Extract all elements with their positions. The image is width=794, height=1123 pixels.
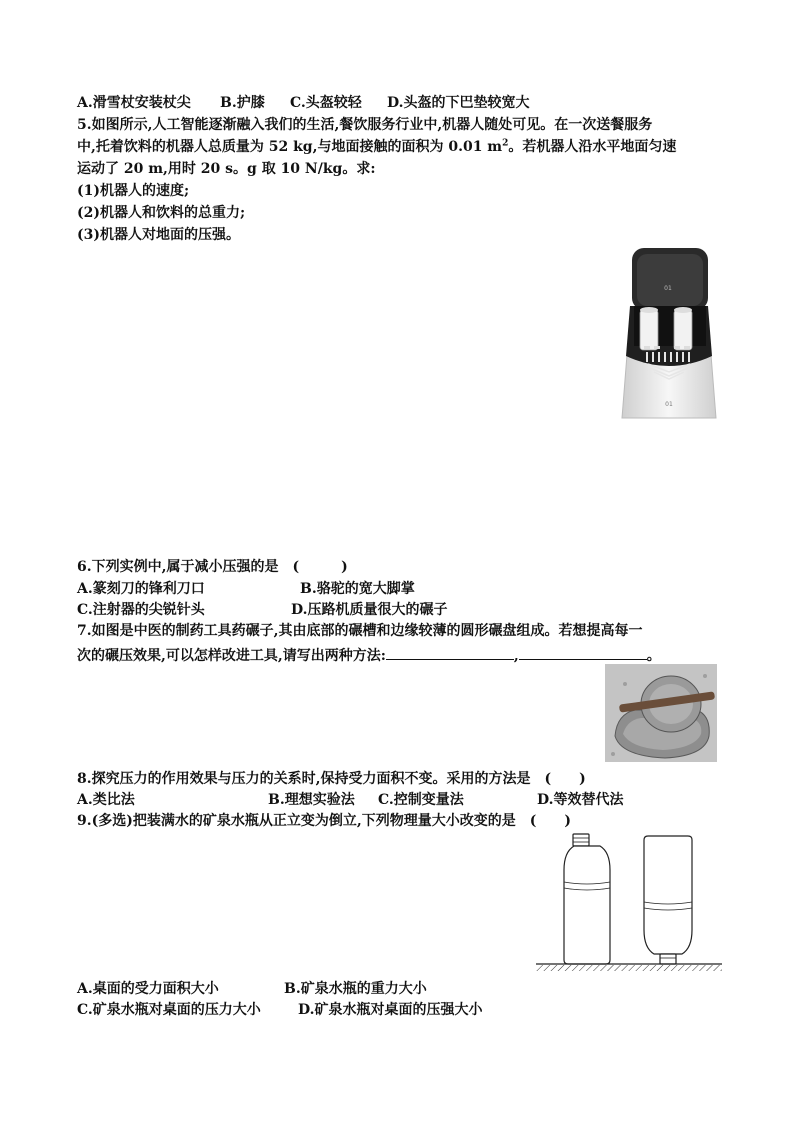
q9-option-b: B.矿泉水瓶的重力大小 <box>284 981 427 997</box>
table-hatching <box>536 965 722 971</box>
q7-end: 。 <box>646 648 661 664</box>
bottles-figure <box>536 830 722 974</box>
q5-stem-line2 <box>77 137 676 157</box>
q6-option-d: D.压路机质量很大的碾子 <box>291 602 448 618</box>
robot-head-label: 01 <box>664 285 672 292</box>
q6-option-b: B.骆驼的宽大脚掌 <box>300 581 415 597</box>
q5-subquestion-1: (1)机器人的速度; <box>77 183 190 199</box>
q7-stem-line1: 7.如图是中医的制药工具药碾子,其由底部的碾槽和边缘较薄的圆形碾盘组成。若想提高每一 <box>77 623 643 639</box>
q6-option-a: A.篆刻刀的锋利刀口 <box>77 581 205 597</box>
q9-stem: 9.(多选)把装满水的矿泉水瓶从正立变为倒立,下列物理量大小改变的是 ( ) <box>77 813 571 829</box>
q7-separator: , <box>513 648 519 664</box>
q9-option-c: C.矿泉水瓶对桌面的压力大小 <box>77 1002 261 1018</box>
q5-stem-line1: 5.如图所示,人工智能逐渐融入我们的生活,餐饮服务行业中,机器人随处可见。在一次送餐服务 <box>77 117 653 133</box>
q8-option-c: C.控制变量法 <box>378 792 464 808</box>
q9-option-d: D.矿泉水瓶对桌面的压强大小 <box>298 1002 483 1018</box>
q8-option-d: D.等效替代法 <box>537 792 624 808</box>
q5-stem-line2a: 中,托着饮料的机器人总质量为 52 kg,与地面接触的面积为 0.01 m <box>77 139 503 155</box>
answer-blank-1[interactable] <box>386 645 514 660</box>
bottle-inverted <box>644 836 692 964</box>
q9-option-a: A.桌面的受力面积大小 <box>77 981 219 997</box>
q4-option-d: D.头盔的下巴垫较宽大 <box>387 95 530 111</box>
q5-subquestion-3: (3)机器人对地面的压强。 <box>77 227 240 243</box>
q4-option-a: A.滑雪杖安装杖尖 <box>77 95 191 111</box>
answer-blank-2[interactable] <box>519 645 647 660</box>
q8-option-b: B.理想实验法 <box>268 792 355 808</box>
q5-stem-line3: 运动了 20 m,用时 20 s。g 取 10 N/kg。求: <box>77 161 376 177</box>
bottle-upright <box>564 834 610 964</box>
q6-option-c: C.注射器的尖锐针头 <box>77 602 205 618</box>
q8-stem: 8.探究压力的作用效果与压力的关系时,保持受力面积不变。采用的方法是 ( ) <box>77 771 586 787</box>
q7-stem-line2-text: 次的碾压效果,可以怎样改进工具,请写出两种方法: <box>77 648 386 664</box>
q5-unit-superscript: 2 <box>502 138 509 149</box>
q5-stem-line2b: 。若机器人沿水平地面匀速 <box>508 139 677 155</box>
q4-option-b: B.护膝 <box>220 95 265 111</box>
cup-right <box>674 310 692 350</box>
robot-base-label: 01 <box>665 401 673 408</box>
q5-subquestion-2: (2)机器人和饮料的总重力; <box>77 205 246 221</box>
q4-option-c: C.头盔较轻 <box>290 95 362 111</box>
q8-option-a: A.类比法 <box>77 792 135 808</box>
q7-stem-line2 <box>77 645 661 666</box>
robot-figure <box>618 246 720 420</box>
grinder-figure <box>605 664 717 762</box>
q6-stem: 6.下列实例中,属于减小压强的是 ( ) <box>77 559 348 575</box>
cup-left <box>640 310 658 350</box>
